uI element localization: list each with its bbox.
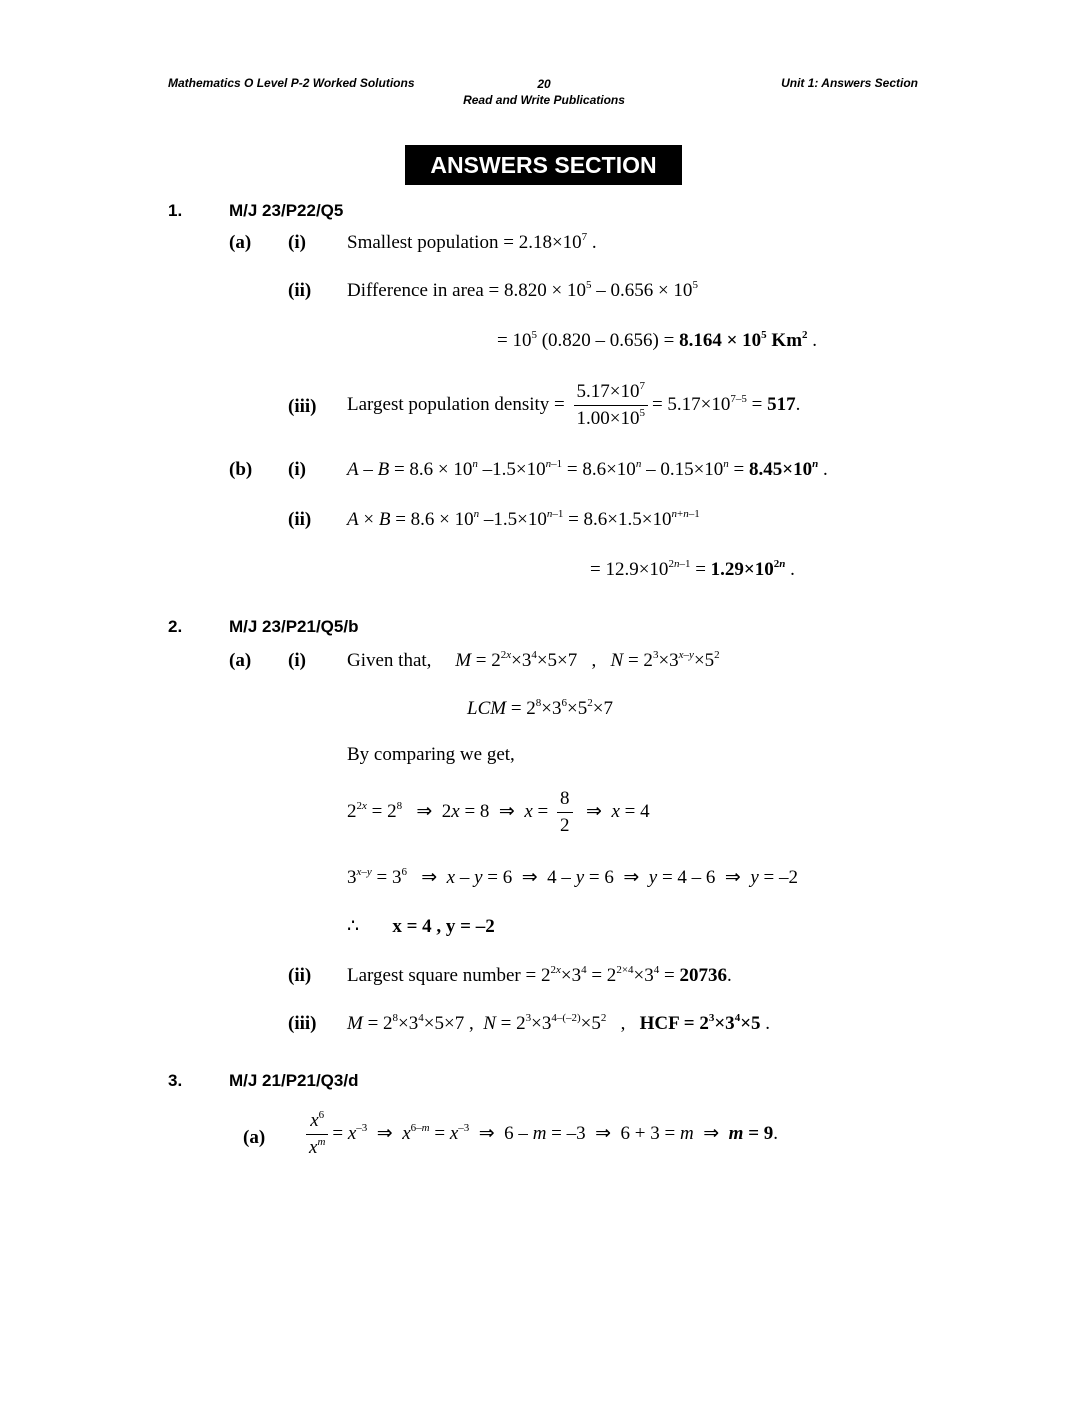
answer-line: $A - B = 8.6 \times 10^n$ $-1.5\times 10^{n-1} = 8.6\times 10^n - 0.15\times 10^n = 8.45\times 10^n$ .: [347, 458, 828, 480]
answer-line: By comparing we get,: [347, 744, 515, 765]
answer-line: $A \times B = 8.6 \times 10^n$ $-1.5\times 10^{n-1} = 8.6\times 1.5\times 10^{n+n-1}$: [347, 508, 700, 530]
subpart-label: (i): [288, 650, 306, 671]
part-label: (b): [229, 459, 253, 480]
subpart-label: (i): [288, 459, 306, 480]
line-text: Smallest population =: [347, 232, 519, 253]
line-text: Given that,: [347, 650, 432, 671]
answer-line: Smallest population = $2.18\times 10^7$ .: [347, 231, 597, 253]
answer-line: ∴ x = 4 , y = –2: [347, 916, 495, 937]
subpart-label: (ii): [288, 280, 312, 301]
question-reference: M/J 21/P21/Q3/d: [229, 1071, 359, 1090]
header-center: [0, 76, 1088, 108]
fraction: $\frac{8}{2}$: [557, 788, 573, 837]
answer-line: $\frac{x^6}{x^m}$ = $x^{-3}$ ⇒ $x^{6-m} = x^{-3}$ ⇒ 6 – m = –3 ⇒ 6 + 3 = m ⇒ m = 9.: [302, 1110, 778, 1159]
part-label: (a): [229, 650, 252, 671]
subpart-label: (i): [288, 232, 306, 253]
subpart-label: (ii): [288, 965, 312, 986]
fraction: $\frac{x^6}{x^m}$: [306, 1110, 328, 1159]
answer-line: = $10^5$ $(0.820 - 0.656) = 8.164 \times 10^5$ Km$^2$ .: [497, 329, 818, 351]
result-value: 20736: [679, 965, 727, 986]
fraction: $\frac{5.17\times 10^7}{1.00\times 10^5}$: [574, 381, 648, 430]
question-reference: M/J 23/P21/Q5/b: [229, 617, 359, 636]
line-text: Largest population density =: [347, 393, 570, 415]
line-text: Difference in area = 8.820 × 10: [347, 280, 586, 301]
answer-line: $M = 2^8\times 3^4\times 5\times 7$ , $N = 2^3\times 3^{4-(-2)}\times 5^2$ , HCF = $2^3\times 3^4\times 5$ .: [347, 1012, 771, 1034]
question-reference: M/J 23/P22/Q5: [229, 201, 344, 220]
answer-line: $3^{x-y} = 3^6$ ⇒ x – y = 6 ⇒ 4 – y = 6 ⇒ y = 4 – 6 ⇒ y = –2: [347, 866, 798, 888]
answer-line: Difference in area = $8.820 \times 10^5 - 0.656 \times 10^5$: [347, 279, 698, 301]
section-banner: ANSWERS SECTION: [405, 145, 682, 185]
answer-line: Largest population density = $\frac{5.17\times 10^7}{1.00\times 10^5}$ = $5.17\times 10^{7-5} = 517$.: [347, 380, 801, 429]
subpart-label: (iii): [288, 396, 317, 417]
subpart-label: (iii): [288, 1013, 317, 1034]
answer-line: = $12.9\times 10^{2n-1} = 1.29\times 10^{2n}$ .: [590, 558, 795, 580]
question-number: 2.: [168, 617, 183, 636]
answer-line: LCM = $2^8\times 3^6\times 5^2\times 7$: [467, 697, 613, 719]
line-text: Largest square number =: [347, 965, 541, 986]
page-number: 20: [537, 77, 551, 91]
result-value: x = 4 , y = –2: [392, 916, 495, 937]
part-label: (a): [243, 1127, 266, 1148]
answer-line: Largest square number = $2^{2x}\times 3^4 = 2^{2\times 4}\times 3^4 = 20736$.: [347, 964, 732, 986]
answer-line: Given that, $M = 2^{2x}\times 3^4\times 5\times 7$ , $N = 2^3\times 3^{x-y}\times 5^2$: [347, 649, 720, 671]
subpart-label: (ii): [288, 509, 312, 530]
header-right: Unit 1: Answers Section: [781, 76, 918, 90]
part-label: (a): [229, 232, 252, 253]
result-value: 517: [767, 393, 796, 415]
header-left: Mathematics O Level P-2 Worked Solutions: [168, 76, 415, 90]
question-number: 1.: [168, 201, 183, 220]
answer-line: $2^{2x} = 2^8$ ⇒ 2x = 8 ⇒ x = $\frac{8}{2}$ ⇒ x = 4: [347, 788, 650, 836]
publisher: Read and Write Publications: [463, 93, 625, 107]
question-number: 3.: [168, 1071, 183, 1090]
